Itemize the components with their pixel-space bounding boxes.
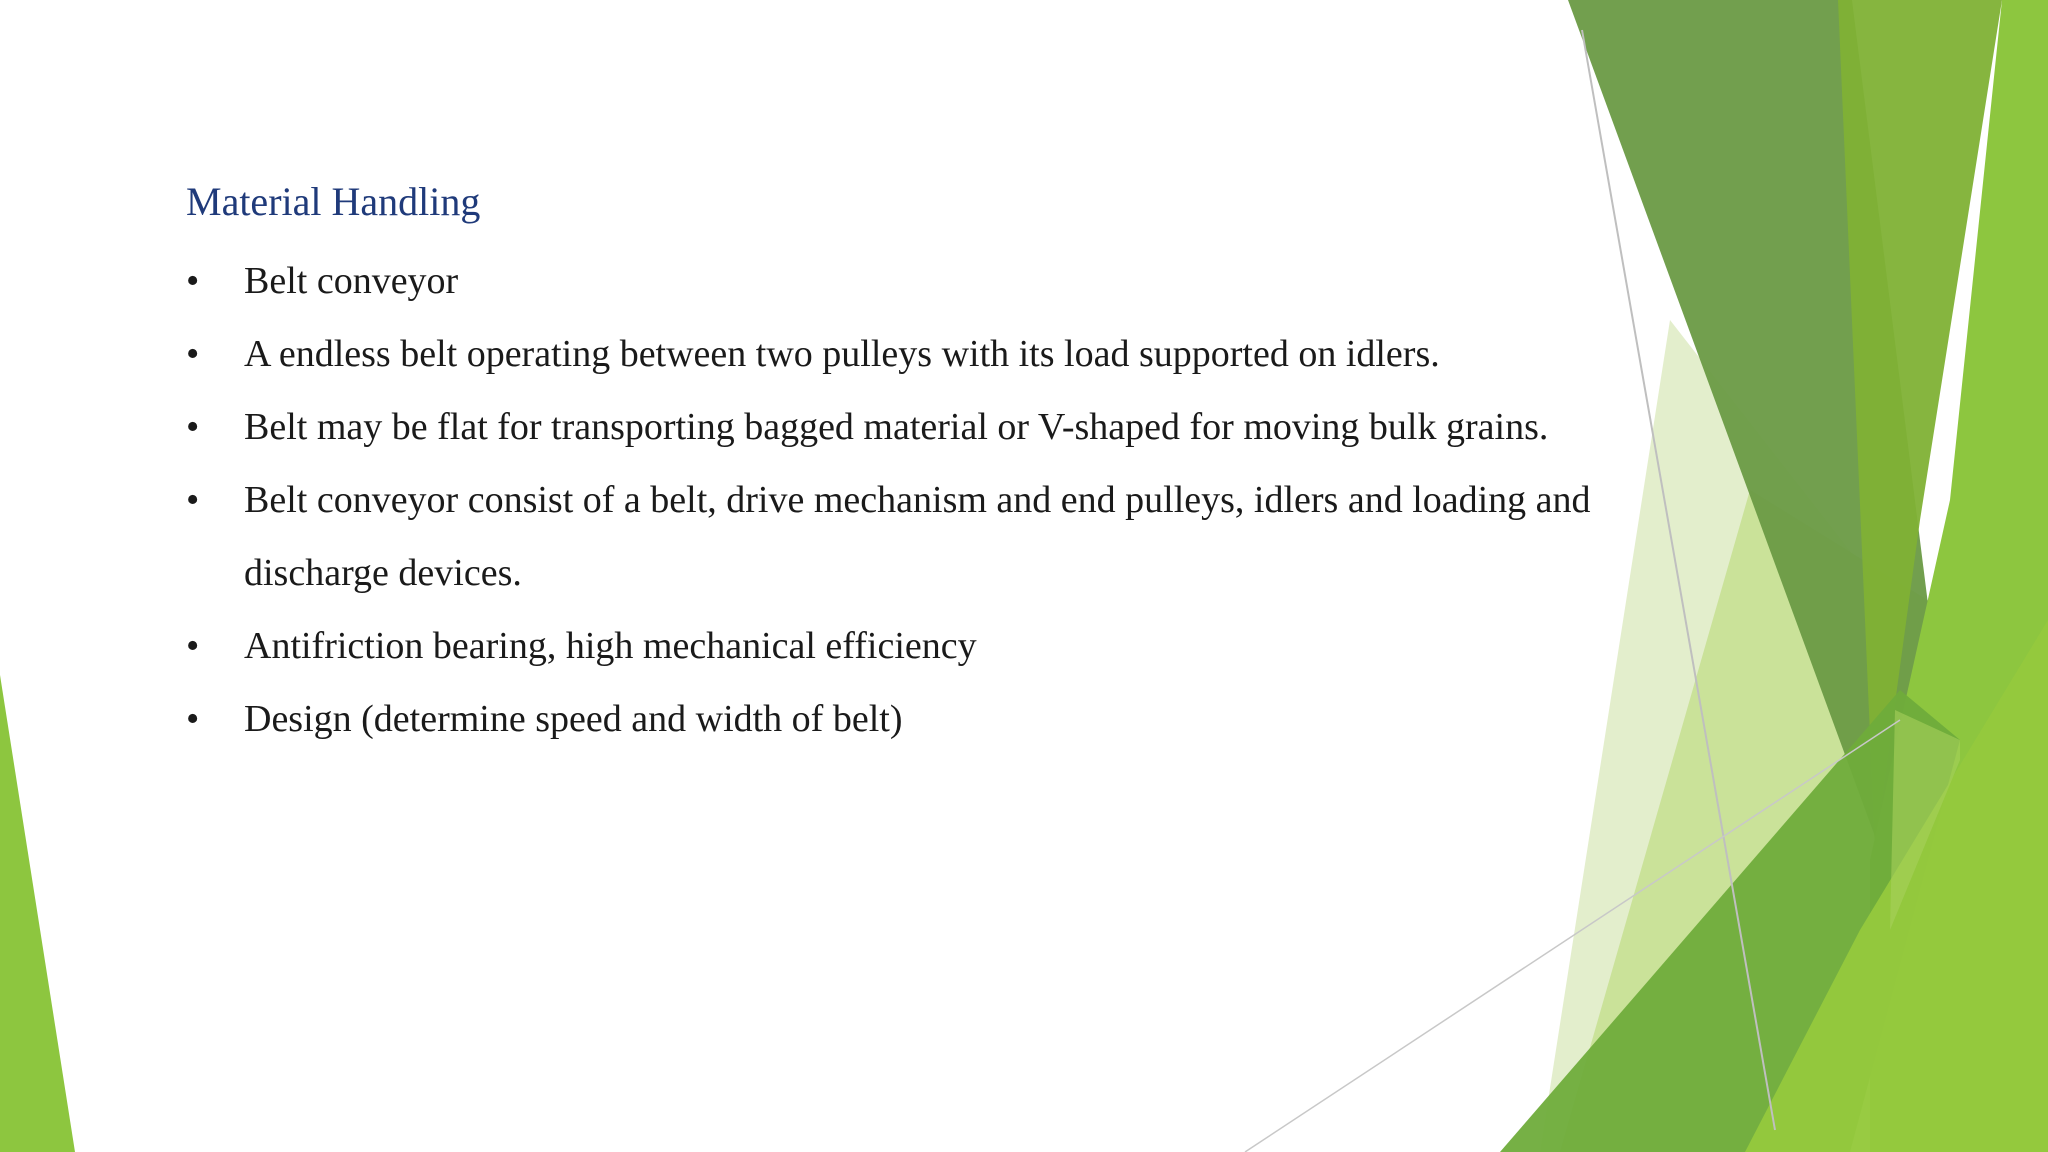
bullet-text: Belt may be flat for transporting bagged material or V-shaped for moving bulk grains.	[244, 406, 1549, 448]
slide-heading: Material Handling	[186, 179, 481, 224]
bullet-dot: •	[186, 479, 200, 521]
bullet-list	[186, 245, 1646, 756]
bullet-dot: •	[186, 698, 200, 740]
slide-content	[186, 172, 1646, 756]
left-accent-shape	[0, 675, 75, 1152]
bullet-item	[186, 683, 1646, 756]
bullet-item	[186, 464, 1646, 610]
bullet-text: Belt conveyor consist of a belt, drive mechanism and end pulleys, idlers and loading and discharge devices.	[244, 479, 1591, 594]
bullet-text: Antifriction bearing, high mechanical efficiency	[244, 625, 977, 667]
bullet-text: Design (determine speed and width of belt)	[244, 698, 903, 740]
bullet-item	[186, 391, 1646, 464]
bullet-item	[186, 245, 1646, 318]
bullet-dot: •	[186, 260, 200, 302]
bullet-text: A endless belt operating between two pulleys with its load supported on idlers.	[244, 333, 1440, 375]
bullet-item	[186, 610, 1646, 683]
bullet-dot: •	[186, 333, 200, 375]
bullet-item	[186, 318, 1646, 391]
bullet-dot: •	[186, 625, 200, 667]
bullet-dot: •	[186, 406, 200, 448]
bullet-text: Belt conveyor	[244, 260, 459, 302]
